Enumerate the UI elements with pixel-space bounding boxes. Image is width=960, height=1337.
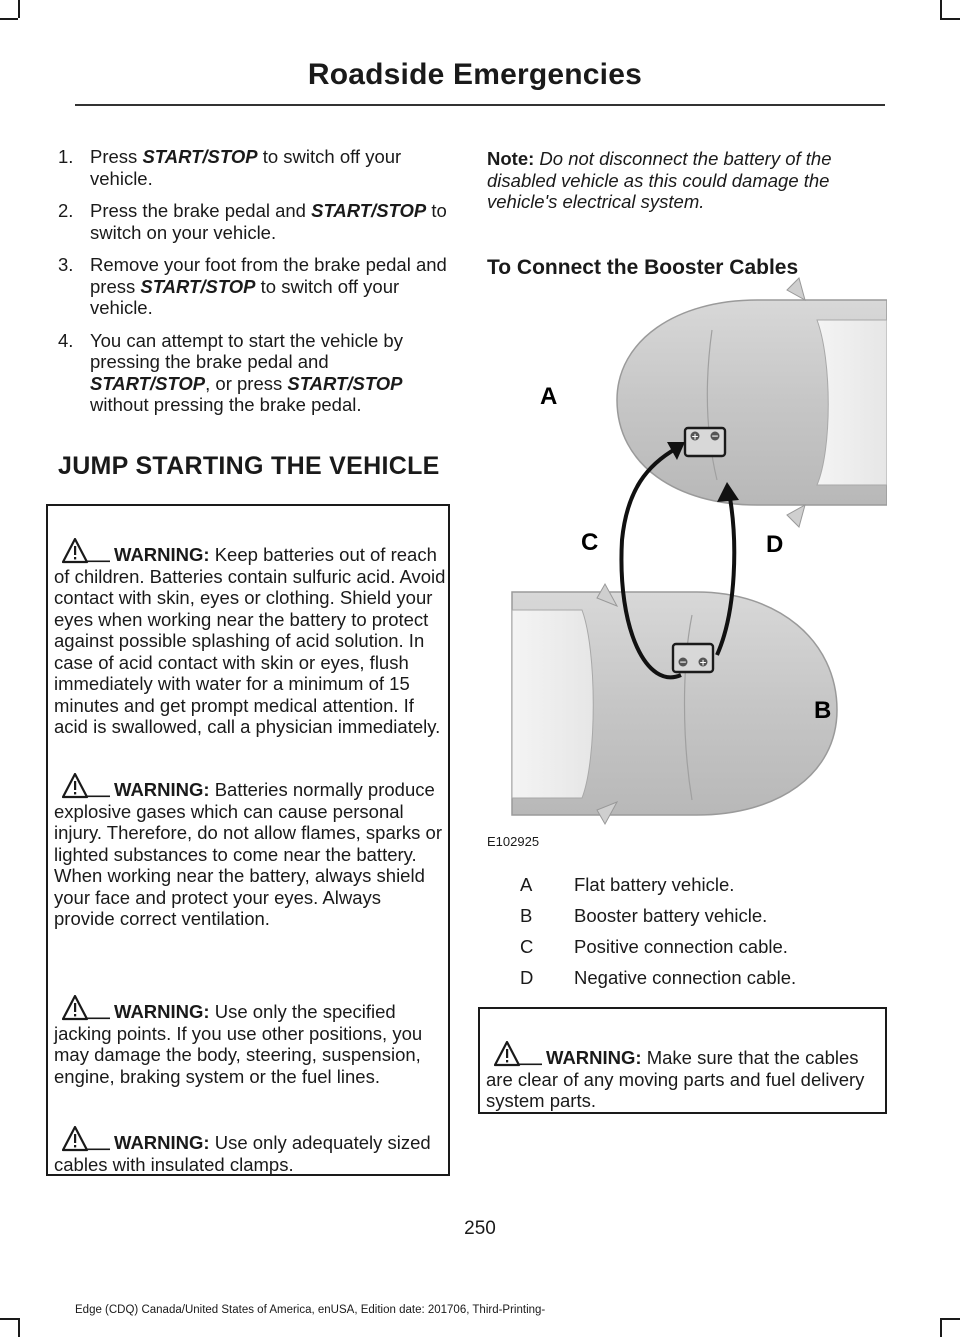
warning-label: WARNING: bbox=[546, 1047, 642, 1068]
battery-icon bbox=[685, 428, 725, 456]
warning-icon bbox=[62, 995, 110, 1021]
crop-mark bbox=[940, 1318, 960, 1320]
step-keyword: START/STOP bbox=[140, 275, 256, 297]
flat-battery-car bbox=[617, 278, 887, 527]
warning-label: WARNING: bbox=[114, 544, 210, 565]
callout-b: B bbox=[814, 697, 832, 724]
legend-value: Negative connection cable. bbox=[574, 967, 797, 988]
warning-icon bbox=[494, 1041, 542, 1067]
crop-mark bbox=[0, 18, 18, 20]
header-rule bbox=[75, 104, 885, 106]
warning-text: Batteries normally produce explosive gases which can cause personal injury. Therefore, do not allow flames, sparks or lighted substances to come near the battery. When working near the battery, always shield your face and protect your eyes. Always provide correct ventilation. bbox=[54, 779, 442, 929]
crop-mark bbox=[940, 0, 942, 18]
legend-key: B bbox=[520, 905, 533, 926]
crop-mark bbox=[940, 1318, 942, 1337]
legend-value: Positive connection cable. bbox=[574, 936, 788, 957]
figure-id: E102925 bbox=[487, 834, 540, 849]
svg-text:+: + bbox=[699, 658, 707, 669]
step-text: You can attempt to start the vehicle by pressing the brake pedal and bbox=[90, 329, 403, 372]
warning-icon bbox=[62, 1126, 110, 1152]
right-warning-box bbox=[478, 1007, 887, 1114]
legend-key: C bbox=[520, 936, 534, 957]
left-column bbox=[58, 146, 450, 427]
step-item bbox=[58, 146, 450, 189]
figure-legend bbox=[520, 874, 880, 998]
note-text: Do not disconnect the battery of the disabled vehicle as this could damage the vehicle's electrical system. bbox=[487, 148, 832, 212]
warning-icon bbox=[62, 773, 110, 799]
legend-row bbox=[520, 967, 880, 998]
note bbox=[487, 148, 887, 213]
booster-cables-figure bbox=[487, 270, 887, 860]
step-item bbox=[58, 200, 450, 243]
section-title: JUMP STARTING THE VEHICLE bbox=[58, 452, 440, 480]
warning-item bbox=[54, 995, 446, 1087]
warning-text: Make sure that the cables are clear of any moving parts and fuel delivery system parts. bbox=[486, 1047, 865, 1111]
crop-mark bbox=[0, 1318, 18, 1320]
warning-text: Use only adequately sized cables with insulated clamps. bbox=[54, 1132, 431, 1175]
step-text: without pressing the brake pedal. bbox=[90, 394, 362, 415]
step-keyword: START/STOP bbox=[90, 372, 206, 394]
callout-a: A bbox=[540, 383, 558, 410]
legend-row bbox=[520, 936, 880, 967]
step-item bbox=[58, 330, 450, 416]
warning-label: WARNING: bbox=[114, 779, 210, 800]
page-header-title: Roadside Emergencies bbox=[307, 58, 642, 91]
step-keyword: START/STOP bbox=[142, 146, 258, 167]
battery-icon bbox=[673, 644, 713, 672]
step-text: to switch on your vehicle. bbox=[90, 200, 447, 243]
step-text: to switch off your vehicle. bbox=[90, 275, 400, 318]
right-column bbox=[487, 148, 887, 213]
step-number: 4. bbox=[58, 329, 74, 351]
warning-label: WARNING: bbox=[114, 1132, 210, 1153]
crop-mark bbox=[18, 1318, 20, 1337]
note-label: Note: bbox=[487, 148, 535, 169]
warning-text: Keep batteries out of reach of children. Batteries contain sulfuric acid. Avoid contact with skin, eyes or clothing. Shield your eyes when working near the battery to protect against possible splashing of acid solution. In case of acid contact with skin or eyes, flush immediately with water for a minimum of 15 minutes and get prompt medical attention. If acid is swallowed, call a physician immediately. bbox=[54, 544, 446, 737]
step-keyword: START/STOP bbox=[287, 372, 403, 394]
legend-key: D bbox=[520, 967, 534, 988]
steps-list bbox=[58, 146, 450, 416]
crop-mark bbox=[18, 0, 20, 18]
step-number: 3. bbox=[58, 254, 74, 275]
warning-label: WARNING: bbox=[114, 1001, 210, 1022]
legend-value: Flat battery vehicle. bbox=[574, 874, 735, 895]
warning-item bbox=[54, 1126, 446, 1175]
step-number: 1. bbox=[58, 146, 74, 167]
booster-cables-illustration bbox=[487, 270, 887, 860]
booster-battery-car bbox=[512, 584, 837, 824]
warning-item bbox=[54, 538, 446, 738]
legend-key: A bbox=[520, 874, 533, 895]
page-number: 250 bbox=[464, 1218, 496, 1239]
warning-item bbox=[54, 773, 446, 930]
warnings-box bbox=[46, 504, 450, 1176]
legend-row bbox=[520, 905, 880, 936]
warning-text: Use only the specified jacking points. If you use other positions, you may damage the body, steering, suspension, engine, braking system or the fuel lines. bbox=[54, 1001, 423, 1087]
step-number: 2. bbox=[58, 200, 74, 221]
warning-item bbox=[486, 1041, 882, 1112]
svg-text:+: + bbox=[691, 432, 699, 443]
callout-c: C bbox=[581, 529, 599, 556]
step-keyword: START/STOP bbox=[311, 200, 427, 221]
step-text: , or press bbox=[205, 372, 288, 394]
legend-row bbox=[520, 874, 880, 905]
step-item bbox=[58, 254, 450, 319]
subsection-title: To Connect the Booster Cables bbox=[487, 256, 799, 279]
crop-mark bbox=[940, 18, 960, 20]
step-text: to switch off your vehicle. bbox=[90, 146, 402, 189]
svg-text:−: − bbox=[711, 432, 719, 442]
step-text: Press bbox=[90, 146, 143, 167]
callout-d: D bbox=[766, 531, 784, 558]
footer-edition: Edge (CDQ) Canada/United States of America, enUSA, Edition date: 201706, Third-Printing- bbox=[75, 1304, 546, 1316]
step-text: Remove your foot from the brake pedal and press bbox=[90, 254, 447, 297]
legend-value: Booster battery vehicle. bbox=[574, 905, 768, 926]
svg-text:−: − bbox=[679, 658, 687, 668]
step-text: Press the brake pedal and bbox=[90, 200, 312, 221]
warning-icon bbox=[62, 538, 110, 564]
